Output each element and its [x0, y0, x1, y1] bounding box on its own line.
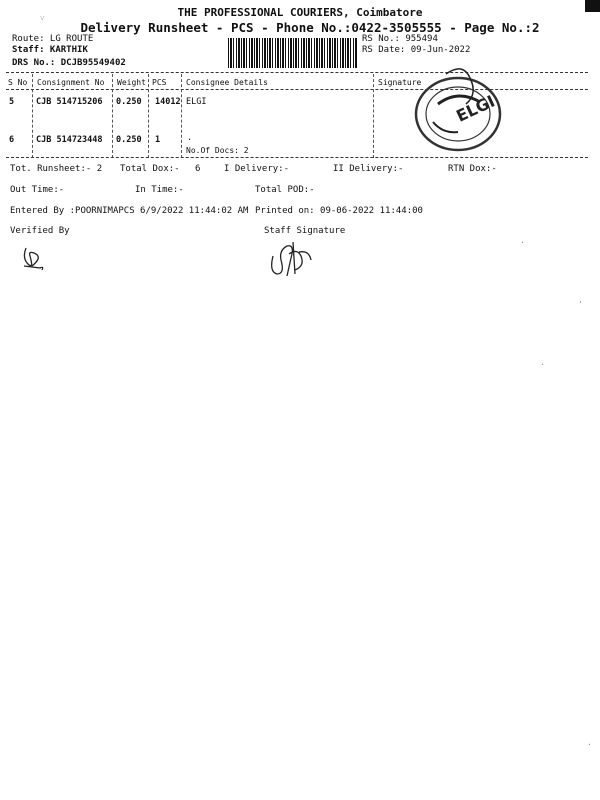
header-consignee-details: Consignee Details	[186, 78, 268, 87]
verified-by: Verified By	[10, 226, 70, 236]
column-separator	[112, 74, 113, 158]
total-dox-label: Total Dox:-	[120, 164, 180, 174]
runsheet-subtitle: Delivery Runsheet - PCS - Phone No.:0422-3505555 - Page No.:2	[80, 20, 540, 35]
drs-number: DRS No.: DCJB95549402	[12, 58, 126, 68]
row-pcs: 14012	[155, 97, 181, 107]
rs-number: RS No.: 955494	[362, 34, 438, 44]
scan-mark: ·	[587, 740, 592, 749]
header-pcs: PCS	[152, 78, 167, 87]
tot-runsheet: Tot. Runsheet:- 2	[10, 164, 103, 174]
in-time: In Time:-	[135, 185, 184, 195]
ii-delivery: II Delivery:-	[333, 164, 404, 174]
row-consignee: ELGI	[186, 97, 207, 107]
barcode	[228, 38, 358, 68]
rs-date: RS Date: 09-Jun-2022	[362, 45, 471, 55]
company-stamp	[408, 64, 508, 154]
row-consignee: .	[187, 133, 193, 143]
printed-on: Printed on: 09-06-2022 11:44:00	[255, 206, 423, 216]
scan-mark: ˅	[40, 14, 45, 23]
stamp-text: ELGI	[453, 91, 498, 126]
total-dox-value: 6	[195, 164, 201, 174]
staff-signature-label: Staff Signature	[264, 226, 346, 236]
row-weight: 0.250	[116, 97, 142, 107]
column-separator	[181, 74, 182, 158]
scan-mark: ·	[540, 360, 545, 369]
header-consignment-no: Consignment No	[37, 78, 105, 87]
scan-corner	[585, 0, 600, 12]
out-time: Out Time:-	[10, 185, 65, 195]
header-sno: S No	[8, 78, 28, 87]
entered-by: Entered By :POORNIMAPCS 6/9/2022 11:44:02 AM	[10, 206, 249, 216]
staff-label: Staff: KARTHIK	[12, 45, 88, 55]
header-signature: Signature	[378, 78, 422, 87]
verifier-signature	[18, 244, 48, 274]
header-weight: Weight	[117, 78, 146, 87]
total-pod: Total POD:-	[255, 185, 315, 195]
company-title: THE PROFESSIONAL COURIERS, Coimbatore	[177, 6, 423, 19]
row-sno: 6	[9, 135, 15, 145]
column-separator	[373, 74, 374, 158]
scan-mark: ·	[520, 238, 525, 247]
rtn-dox: RTN Dox:-	[448, 164, 497, 174]
no-of-docs: No.Of Docs: 2	[186, 146, 249, 155]
divider	[6, 157, 588, 158]
i-delivery: I Delivery:-	[224, 164, 290, 174]
row-pcs: 1	[155, 135, 161, 145]
row-consignment-no: CJB 514723448	[36, 135, 103, 145]
column-separator	[32, 74, 33, 158]
staff-signature	[265, 236, 320, 281]
row-weight: 0.250	[116, 135, 142, 145]
row-consignment-no: CJB 514715206	[36, 97, 103, 107]
scan-mark: '	[578, 300, 583, 309]
route-label: Route: LG ROUTE	[12, 34, 94, 44]
column-separator	[148, 74, 149, 158]
row-sno: 5	[9, 97, 15, 107]
